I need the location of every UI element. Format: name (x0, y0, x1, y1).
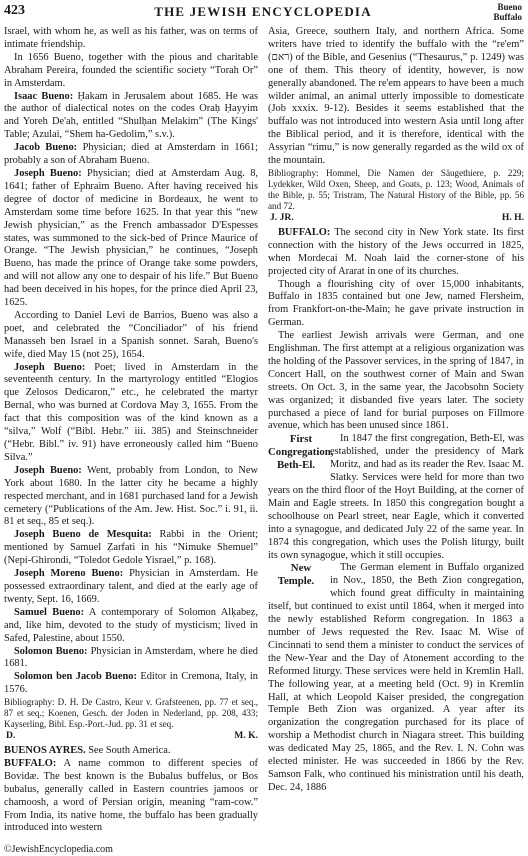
entry-paragraph: In 1656 Bueno, together with the pious and charitable Abraham Pereira, founded the scientific society “Torah Or” in Amsterdam. (4, 51, 258, 89)
entry-paragraph: Though a flourishing city of over 15,000 inhabitants, Buffalo in 1835 contained but one Jew, named Flersheim, from Frankfort-on-the-Main; he gave private instruction in German. (268, 278, 524, 329)
footer-credit: ©JewishEncyclopedia.com (4, 844, 113, 855)
headword: Solomon ben Jacob Bueno: (14, 671, 137, 683)
entry-paragraph: According to Daniel Levi de Barrios, Bueno was also a poet, and celebrated the “Conciliador” of his friend Manasseh ben Israel in a Spanish sonnet. Sarah, Bueno's wife, died May 15 (not 25), 1654. (4, 309, 258, 360)
entry-paragraph: New Temple. The German element in Buffalo organized in Nov., 1850, the Beth Zion congregation, which found great difficulty in maintaining itself, but continued to exist until 1864, when it merged into the newly established Reform congregation. In 1863 a number of Jews requested the Rev. Isaac M. Wise of Cincinnati to send them a minister to conduct the services of the New-Year and the Day of Atonement according to the Reformed liturgy. These services were held in Kremlin Hall. The following year, at a meeting held (Oct. 9) in Kremlin Hall, at which Leopold Kaiser presided, the congregation Temple Beth Zion was organized. A year after its organization the congregation purchased for its place of worship a Methodist church in Niagara street. This building was dedicated May 25, 1865, and the Rev. I. N. Cohn was elected minister. He was succeeded in 1866 by the Rev. Samson Falk, who continued his ministration until his death, Dec. 24, 1886 (268, 562, 524, 793)
entry-joseph-moreno-bueno: Joseph Moreno Bueno: Physician in Amsterdam. He possessed extraordinary talent, and died at the early age of twenty, Sept. 16, 1669. (4, 568, 258, 605)
entry-joseph-bueno-new-york: Joseph Bueno: Went, probably from London, to New York about 1680. In the latter city he became a highly respected merchant, and in 1681 purchased land for a Jewish cemetery (“Publications of the Am. Jew. Hist. Soc.” i. 91, ii. 81 et seq., 85 et seq.). (4, 464, 258, 528)
headword: Samuel Bueno: (14, 606, 85, 618)
headword: Joseph Bueno: (14, 167, 82, 179)
headword: BUENOS AYRES. (4, 745, 86, 757)
entry-solomon-ben-jacob-bueno: Solomon ben Jacob Bueno: Editor in Cremona, Italy, in 1576. (4, 671, 258, 696)
entry-joseph-bueno-poet: Joseph Bueno: Poet; lived in Amsterdam in the seventeenth century. In the martyrology entitled “Elogios que Zelosos Dedicaron,” etc., he celebrated the martyr Bernal, who was burned at Cordova May 3, 1655. From the fact that this composition was of the kind known as a “silva,” Wolf (“Bibl. Hebr.” iii. 385) and Steinschneider (“Hebr. Bibl.” iv. 91) have erroneously called him “Bueno Silva.” (4, 361, 258, 463)
page-header (4, 2, 522, 24)
headword: BUFFALO: (4, 757, 57, 769)
entry-joseph-bueno-physician: Joseph Bueno: Physician; died at Amsterdam Aug. 8, 1641; father of Ephraim Bueno. After having received his degree of doctor of medicine in Bordeaux, he went to Amsterdam some time before 1625. In that year this “new Jewish physician,” as the French ambassador D'Espesses states, was summoned to the sick-bed of Prince Maurice of Orange. “The Jewish physician,” he continues, “Joseph Bueno, has made the prince of Orange take some powders, and will not allow any one to despair of his life.” But Bueno had been deceived in his hopes, for the prince died April 23, 1625. (4, 167, 258, 309)
guide-word-last: Buffalo (493, 12, 522, 22)
entry-paragraph: Israel, with whom he, as well as his father, was on terms of intimate friendship. (4, 26, 258, 50)
entry-joseph-bueno-de-mesquita: Joseph Bueno de Mesquita: Rabbi in the Orient; mentioned by Samuel Ẓarfati in his “Nimuke Shemuel” (Nepi-Ghirondi, “Toledot Gedole Yisrael,” p. 168). (4, 529, 258, 567)
headword: Jacob Bueno: (14, 142, 78, 154)
entry-paragraph: First Congregation, Beth-El. In 1847 the first congregation, Beth-El, was established, under the presidency of Mark Moritz, and had as its reader the Rev. Isaac M. Slatky. Services were held for more than two years on the third floor of the Hoyt Building, at the corner of Main and Eagle streets. In 1850 this congregation bought a schoolhouse on Pearl street, near Eagle, which it converted into a synagogue, and dedicated July 22 of the same year. In 1874 this congregation, which uses the Polish liturgy, built its own synagogue, which it still occupies. (268, 433, 524, 561)
right-column (268, 26, 524, 795)
headword: Joseph Bueno: (14, 464, 82, 476)
page-number: 423 (4, 3, 25, 18)
entry-samuel-bueno: Samuel Bueno: A contemporary of Solomon Alḳabeẓ, and, like him, devoted to the study of mysticism; lived in Safed, Palestine, about 1550. (4, 606, 258, 644)
headword: BUFFALO: (278, 226, 331, 238)
headword: Joseph Bueno: (14, 361, 86, 373)
entry-paragraph: The earliest Jewish arrivals were German, and one Englishman. The first attempt at a religious organization was the holding of the Passover services, in the spring of 1847, in Concert Hall, on the southwest corner of Main and Swan streets. On Oct. 3, in the same year, the Jacobsohn Society was organized; it disbanded five years later. The society purchased a piece of land for burial purposes on Fillmore avenue, which has been unused since 1861. (268, 330, 524, 432)
entry-paragraph: Asia, Greece, southern Italy, and northern Africa. Some writers have tried to identify the buffalo with the “re'em” (ראם) of the Bible, and Gesenius (“Thesaurus,” p. 1249) was one of them. This theory of identity, however, is now generally abandoned. The re'em appears to have been a much wilder animal, an animal utterly impossible to domesticate (Job xxxix. 9-12). Besides it seems established that the buffalo was not introduced into western Asia until long after the Biblical period, and it is therefore, identical with the Assyrian “rimu,” is now generally regarded as the wild ox of the mountain. (268, 26, 524, 167)
left-column (4, 26, 258, 835)
entry-buenos-ayres: BUENOS AYRES. See South America. (4, 745, 171, 757)
author-signature: D. M. K. (6, 730, 258, 742)
entry-jacob-bueno: Jacob Bueno: Physician; died at Amsterdam in 1661; probably a son of Abraham Bueno. (4, 142, 258, 167)
sidenote-new-temple: New Temple. (277, 562, 315, 588)
running-title: THE JEWISH ENCYCLOPEDIA (154, 4, 372, 19)
guide-word-first: Bueno (497, 2, 522, 12)
bibliography: Bibliography: Hommel, Die Namen der Säugethiere, p. 229; Lydekker, Wild Oxen, Sheep, and Goats, p. 123; Wood, Animals of the Bible, p. 55; Tristram, The Natural History of the Bible, pp. 56 and 72. (268, 167, 524, 211)
headword: Solomon Bueno: (14, 645, 88, 657)
bibliography: Bibliography: D. H. De Castro, Keur v. Grafsteenen, pp. 77 et seq., 87 et seq.; Koenen, Gesch. der Joden in Nederland, pp. 208, 433; Kayserling, Bibl. Esp.-Port.-Jud. pp. 31 et seq. (4, 697, 258, 730)
entry-buffalo-animal: BUFFALO: A name common to different species of Bovidæ. The best known is the Bubalus buffelus, or Bos bubalus, generally called in Eastern countries jamoos or chamoosh, a word of Persian origin, meaning “ram-cow.” From India, its native home, the buffalo has been gradually introduced into western (4, 757, 258, 834)
entry-isaac-bueno: Isaac Bueno: Ḥakam in Jerusalem about 1685. He was the author of dialectical notes on the codes Oraḥ Ḥayyim and Yoreh De'ah, entitled “Shulḥan Melakim” (The Kings' Table; Azulai, “Shem ha-Gedolim,” s.v.). (4, 90, 258, 141)
sidenote-first-congregation: First Congregation, Beth-El. (268, 433, 334, 472)
headword: Joseph Moreno Bueno: (14, 568, 124, 580)
headword: Isaac Bueno: (14, 90, 74, 102)
author-signature: J. JR. H. H. (270, 211, 524, 223)
entry-solomon-bueno: Solomon Bueno: Physician in Amsterdam, where he died 1681. (4, 645, 258, 670)
guide-words (493, 2, 522, 22)
headword: Joseph Bueno de Mesquita: (14, 529, 152, 541)
entry-buffalo-city: BUFFALO: The second city in New York state. Its first connection with the history of the Jews occurred in 1825, when Mordecai M. Noah laid the corner-stone of his projected city of Ararat in one of its churches. (268, 226, 524, 277)
